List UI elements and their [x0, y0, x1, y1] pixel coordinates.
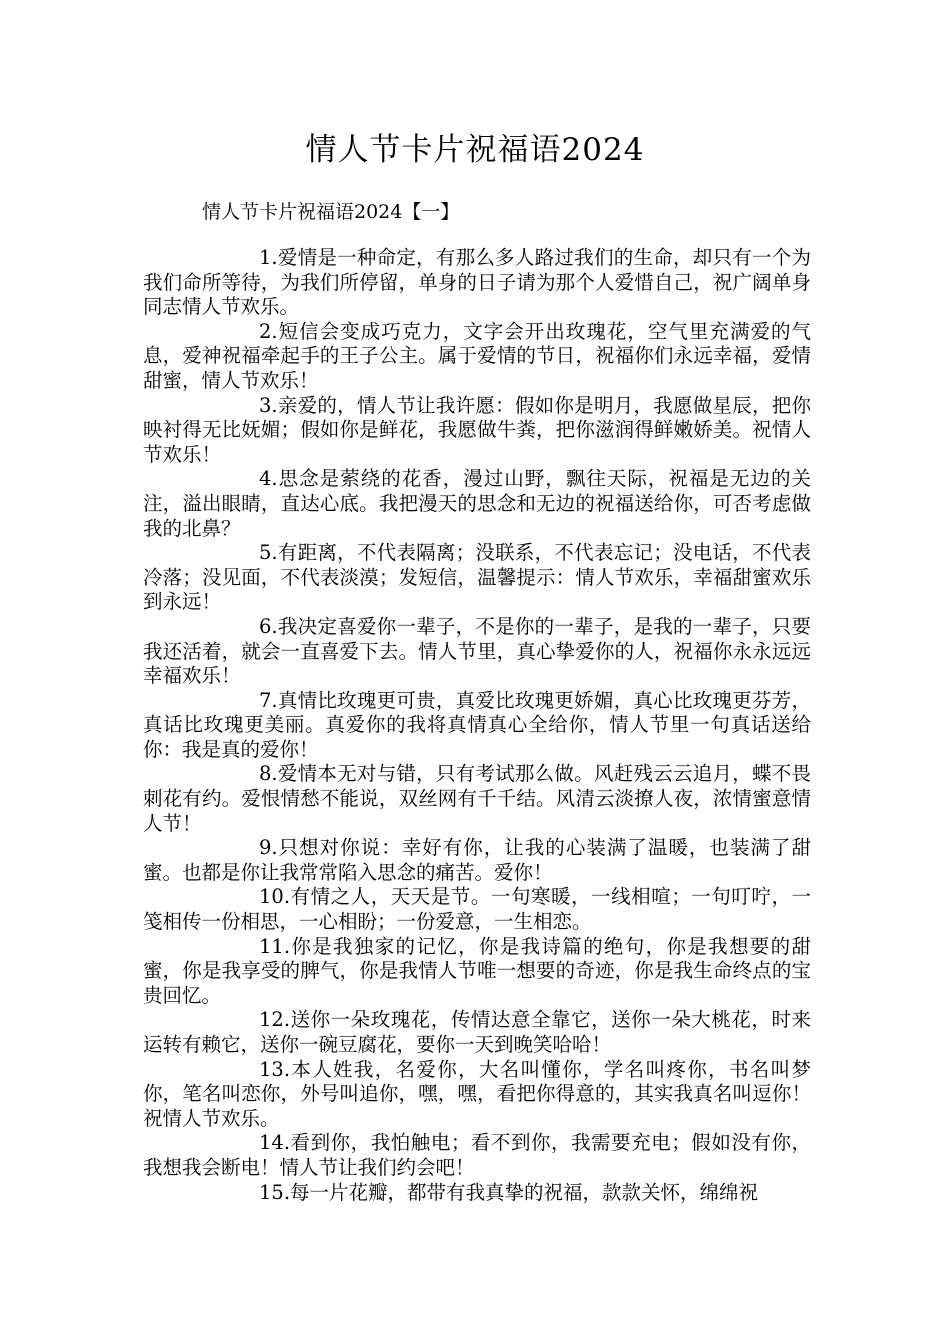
list-item — [143, 1181, 811, 1206]
item-text: 每一片花瓣，都带有我真挚的祝福，款款关怀，绵绵祝 — [290, 1180, 759, 1204]
item-text: 送你一朵玫瑰花，传情达意全靠它，送你一朵大桃花，时来运转有赖它，送你一碗豆腐花，要你一天到晚笑哈哈！ — [143, 1008, 811, 1056]
document-title: 情人节卡片祝福语2024 — [305, 132, 645, 168]
item-number: 5. — [259, 541, 278, 565]
item-text: 看到你，我怕触电；看不到你，我需要充电；假如没有你，我想我会断电！情人节让我们约会吧！ — [143, 1131, 811, 1179]
list-item — [143, 394, 811, 468]
item-number: 8. — [259, 762, 278, 786]
list-item — [143, 1008, 811, 1057]
list-item — [143, 935, 811, 1009]
item-number: 12. — [259, 1008, 291, 1032]
item-text: 爱情本无对与错，只有考试那么做。风赶残云云追月，蝶不畏刺花有约。爱恨情愁不能说，双丝网有千千结。风清云淡撩人夜，浓情蜜意情人节！ — [143, 762, 811, 835]
list-item — [143, 467, 811, 541]
item-number: 7. — [259, 688, 278, 712]
item-text: 短信会变成巧克力，文字会开出玫瑰花，空气里充满爱的气息，爱神祝福牵起手的王子公主。属于爱情的节日，祝福你们永远幸福，爱情甜蜜，情人节欢乐！ — [143, 319, 811, 392]
item-number: 4. — [259, 467, 278, 491]
item-text: 你是我独家的记忆，你是我诗篇的绝句，你是我想要的甜蜜，你是我享受的脾气，你是我情人节唯一想要的奇迹，你是我生命终点的宝贵回忆。 — [143, 934, 811, 1007]
blessing-list — [143, 246, 811, 1205]
item-text: 真情比玫瑰更可贵，真爱比玫瑰更娇媚，真心比玫瑰更芬芳，真话比玫瑰更美丽。真爱你的我将真情真心全给你，情人节里一句真话送给你：我是真的爱你！ — [143, 688, 811, 761]
item-number: 6. — [259, 614, 278, 638]
item-number: 10. — [259, 885, 291, 909]
item-text: 亲爱的，情人节让我许愿：假如你是明月，我愿做星辰，把你映衬得无比妩媚；假如你是鲜花，我愿做牛粪，把你滋润得鲜嫩娇美。祝情人节欢乐！ — [143, 393, 811, 466]
section-heading: 情人节卡片祝福语2024【一】 — [202, 201, 460, 223]
list-item — [143, 1058, 811, 1132]
item-text: 本人姓我，名爱你，大名叫懂你，学名叫疼你，书名叫梦你，笔名叫恋你，外号叫追你，嘿，嘿，看把你得意的，其实我真名叫逗你！祝情人节欢乐。 — [143, 1057, 811, 1130]
item-number: 9. — [259, 836, 278, 860]
list-item — [143, 689, 811, 763]
item-number: 11. — [259, 934, 291, 958]
list-item — [143, 246, 811, 320]
item-text: 爱情是一种命定，有那么多人路过我们的生命，却只有一个为我们命所等待，为我们所停留，单身的日子请为那个人爱惜自己，祝广阔单身同志情人节欢乐。 — [143, 246, 811, 319]
item-number: 1. — [259, 246, 278, 269]
list-item — [143, 541, 811, 615]
item-number: 2. — [259, 319, 278, 343]
list-item — [143, 836, 811, 885]
item-text: 有情之人，天天是节。一句寒暖，一线相喧；一句叮咛，一笺相传一份相思，一心相盼；一份爱意，一生相恋。 — [143, 885, 811, 934]
list-item — [143, 762, 811, 836]
list-item — [143, 1131, 811, 1180]
item-text: 只想对你说：幸好有你，让我的心装满了温暖，也装满了甜蜜。也都是你让我常常陷入思念的痛苦。爱你！ — [143, 836, 811, 884]
item-number: 15. — [259, 1180, 291, 1204]
item-text: 我决定喜爱你一辈子，不是你的一辈子，是我的一辈子，只要我还活着，就会一直喜爱下去。情人节里，真心挚爱你的人，祝福你永永远远幸福欢乐！ — [143, 614, 811, 688]
list-item — [143, 615, 811, 689]
item-text: 有距离，不代表隔离；没联系，不代表忘记；没电话，不代表冷落；没见面，不代表淡漠；发短信，温馨提示：情人节欢乐，幸福甜蜜欢乐到永远！ — [143, 541, 811, 614]
item-number: 3. — [259, 393, 278, 417]
item-number: 14. — [259, 1131, 291, 1155]
list-item — [143, 885, 811, 934]
item-number: 13. — [259, 1057, 291, 1081]
list-item — [143, 320, 811, 394]
item-text: 思念是萦绕的花香，漫过山野，飘往天际，祝福是无边的关注，溢出眼睛，直达心底。我把漫天的思念和无边的祝福送给你，可否考虑做我的北鼻？ — [143, 467, 811, 540]
